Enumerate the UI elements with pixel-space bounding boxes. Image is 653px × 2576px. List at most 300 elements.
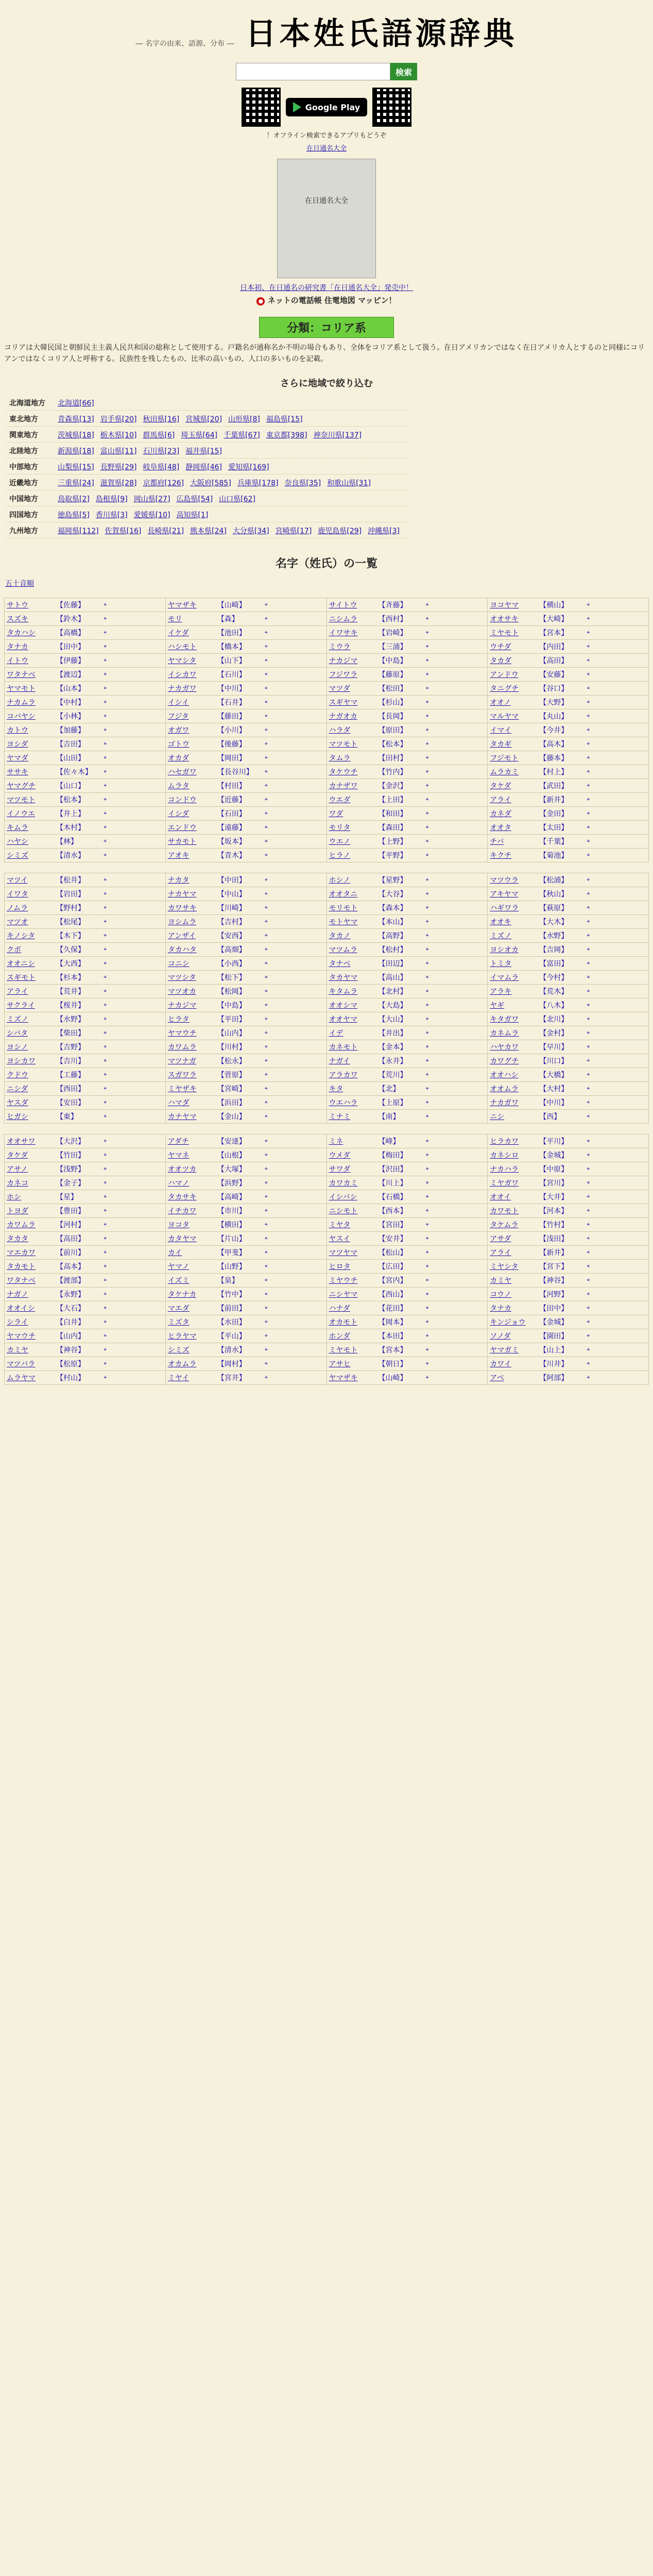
surname-reading-link[interactable]: モリ: [167, 615, 182, 623]
surname-reading-link[interactable]: ヤマザキ: [329, 1374, 358, 1382]
surname-reading-link[interactable]: コニシ: [167, 960, 190, 968]
prefecture-link[interactable]: 鹿児島県[29]: [318, 527, 362, 535]
search-input[interactable]: [236, 63, 390, 80]
prefecture-link[interactable]: 青森県[13]: [58, 415, 94, 423]
surname-reading-link[interactable]: マツウラ: [490, 876, 519, 885]
map-link-icon[interactable]: ⌖: [425, 615, 429, 622]
surname-reading-link[interactable]: オオヤマ: [329, 1015, 358, 1024]
surname-reading-link[interactable]: カミヤ: [490, 1277, 512, 1285]
surname-reading-link[interactable]: スガワラ: [167, 1071, 197, 1079]
surname-reading-link[interactable]: ミズノ: [7, 1015, 28, 1024]
map-link-icon[interactable]: ⌖: [104, 740, 107, 747]
prefecture-link[interactable]: 長野県[29]: [100, 463, 137, 471]
map-link-icon[interactable]: ⌖: [264, 796, 268, 803]
surname-reading-link[interactable]: ニシ: [490, 1113, 505, 1121]
map-link-icon[interactable]: ⌖: [264, 1151, 268, 1158]
map-link-icon[interactable]: ⌖: [587, 685, 590, 691]
surname-reading-link[interactable]: マツナガ: [167, 1057, 197, 1065]
map-link-icon[interactable]: ⌖: [104, 1332, 107, 1339]
surname-reading-link[interactable]: タケウチ: [329, 768, 358, 776]
map-link-icon[interactable]: ⌖: [104, 974, 107, 980]
map-link-icon[interactable]: ⌖: [264, 876, 268, 883]
map-link-icon[interactable]: ⌖: [104, 754, 107, 761]
surname-reading-link[interactable]: オオサワ: [7, 1138, 36, 1146]
surname-reading-link[interactable]: イマイ: [490, 726, 511, 735]
surname-reading-link[interactable]: ノムラ: [7, 904, 28, 912]
surname-reading-link[interactable]: カネダ: [490, 810, 512, 818]
map-link-icon[interactable]: ⌖: [425, 1071, 429, 1078]
prefecture-link[interactable]: 和歌山県[31]: [327, 479, 371, 487]
map-link-icon[interactable]: ⌖: [587, 1193, 590, 1200]
surname-reading-link[interactable]: イチカワ: [167, 1207, 197, 1215]
surname-reading-link[interactable]: オオハシ: [490, 1071, 519, 1079]
surname-reading-link[interactable]: マツダ: [329, 685, 350, 693]
surname-reading-link[interactable]: サカモト: [167, 838, 197, 846]
map-link-icon[interactable]: ⌖: [104, 1113, 107, 1120]
surname-reading-link[interactable]: サクライ: [7, 1002, 36, 1010]
map-link-icon[interactable]: ⌖: [104, 1057, 107, 1064]
map-link-icon[interactable]: ⌖: [425, 932, 429, 939]
map-link-icon[interactable]: ⌖: [425, 1015, 429, 1022]
surname-reading-link[interactable]: カワムラ: [167, 1043, 197, 1052]
map-link-icon[interactable]: ⌖: [104, 699, 107, 705]
surname-reading-link[interactable]: ヨコヤマ: [490, 601, 519, 609]
map-link-icon[interactable]: ⌖: [587, 615, 590, 622]
map-link-icon[interactable]: ⌖: [264, 1304, 268, 1311]
prefecture-link[interactable]: 愛知県[169]: [228, 463, 269, 471]
map-link-icon[interactable]: ⌖: [587, 1138, 590, 1144]
map-link-icon[interactable]: ⌖: [104, 657, 107, 664]
surname-reading-link[interactable]: ヒラノ: [329, 852, 351, 860]
surname-reading-link[interactable]: カナザワ: [329, 782, 358, 790]
map-link-icon[interactable]: ⌖: [264, 1318, 268, 1325]
prefecture-link[interactable]: 大阪府[585]: [190, 479, 231, 487]
map-link-icon[interactable]: ⌖: [264, 685, 268, 691]
map-link-icon[interactable]: ⌖: [425, 1360, 429, 1367]
map-link-icon[interactable]: ⌖: [264, 1360, 268, 1367]
map-link-icon[interactable]: ⌖: [264, 699, 268, 705]
map-link-icon[interactable]: ⌖: [264, 740, 268, 747]
map-link-icon[interactable]: ⌖: [425, 699, 429, 705]
surname-reading-link[interactable]: ナカハラ: [490, 1165, 519, 1174]
map-link-icon[interactable]: ⌖: [425, 974, 429, 980]
surname-reading-link[interactable]: カネコ: [7, 1179, 28, 1188]
surname-reading-link[interactable]: アダチ: [167, 1138, 189, 1146]
surname-reading-link[interactable]: シミズ: [7, 852, 28, 860]
map-link-icon[interactable]: ⌖: [587, 768, 590, 775]
map-link-icon[interactable]: ⌖: [425, 1318, 429, 1325]
surname-reading-link[interactable]: ワダ: [329, 810, 343, 818]
map-link-icon[interactable]: ⌖: [425, 1221, 429, 1228]
surname-reading-link[interactable]: ハギワラ: [490, 904, 519, 912]
surname-reading-link[interactable]: アサヒ: [329, 1360, 351, 1368]
map-link-icon[interactable]: ⌖: [264, 1179, 268, 1186]
surname-reading-link[interactable]: カイ: [167, 1249, 182, 1257]
map-link-icon[interactable]: ⌖: [264, 1277, 268, 1283]
surname-reading-link[interactable]: ミヤモト: [490, 629, 519, 637]
surname-reading-link[interactable]: タカヤマ: [329, 974, 358, 982]
map-link-icon[interactable]: ⌖: [587, 876, 590, 883]
map-link-icon[interactable]: ⌖: [425, 1165, 429, 1172]
map-link-icon[interactable]: ⌖: [264, 1249, 268, 1256]
surname-reading-link[interactable]: ナカジマ: [167, 1002, 197, 1010]
surname-reading-link[interactable]: ニシヤマ: [329, 1291, 358, 1299]
map-link-icon[interactable]: ⌖: [587, 1002, 590, 1008]
map-link-icon[interactable]: ⌖: [104, 1263, 107, 1269]
map-link-icon[interactable]: ⌖: [587, 960, 590, 967]
prefecture-link[interactable]: 栃木県[10]: [100, 431, 137, 439]
surname-reading-link[interactable]: ムラタ: [167, 782, 190, 790]
surname-reading-link[interactable]: スギヤマ: [329, 699, 358, 707]
surname-reading-link[interactable]: ミヤガワ: [490, 1179, 519, 1188]
map-link-icon[interactable]: ⌖: [425, 740, 429, 747]
map-link-icon[interactable]: ⌖: [264, 713, 268, 719]
map-link-icon[interactable]: ⌖: [425, 1304, 429, 1311]
map-link-icon[interactable]: ⌖: [264, 629, 268, 636]
map-link-icon[interactable]: ⌖: [104, 601, 107, 608]
surname-reading-link[interactable]: サイトウ: [329, 601, 357, 609]
surname-reading-link[interactable]: カワサキ: [167, 904, 197, 912]
surname-reading-link[interactable]: アライ: [7, 988, 28, 996]
map-link-icon[interactable]: ⌖: [264, 671, 268, 677]
surname-reading-link[interactable]: ハセガワ: [167, 768, 197, 776]
map-link-icon[interactable]: ⌖: [425, 1029, 429, 1036]
prefecture-link[interactable]: 岐阜県[48]: [143, 463, 180, 471]
map-link-icon[interactable]: ⌖: [587, 946, 590, 953]
map-link-icon[interactable]: ⌖: [104, 1029, 107, 1036]
map-link-icon[interactable]: ⌖: [587, 852, 590, 858]
surname-reading-link[interactable]: イシダ: [167, 810, 190, 818]
map-link-icon[interactable]: ⌖: [425, 1193, 429, 1200]
prefecture-link[interactable]: 静岡県[46]: [185, 463, 222, 471]
surname-reading-link[interactable]: ハヤシ: [7, 838, 28, 846]
map-link-icon[interactable]: ⌖: [587, 740, 590, 747]
map-link-icon[interactable]: ⌖: [587, 754, 590, 761]
surname-reading-link[interactable]: ワタナベ: [7, 1277, 36, 1285]
map-link-icon[interactable]: ⌖: [264, 946, 268, 953]
prefecture-link[interactable]: 山梨県[15]: [58, 463, 94, 471]
surname-reading-link[interactable]: カトウ: [7, 726, 28, 735]
map-link-icon[interactable]: ⌖: [104, 1002, 107, 1008]
surname-reading-link[interactable]: アラキ: [490, 988, 512, 996]
surname-reading-link[interactable]: オオイ: [490, 1193, 511, 1201]
map-link-icon[interactable]: ⌖: [425, 782, 429, 789]
map-link-icon[interactable]: ⌖: [587, 1374, 590, 1381]
surname-reading-link[interactable]: シバタ: [7, 1029, 28, 1038]
map-link-icon[interactable]: ⌖: [587, 1263, 590, 1269]
surname-reading-link[interactable]: ヨコタ: [167, 1221, 190, 1229]
surname-reading-link[interactable]: ウエダ: [329, 796, 351, 804]
surname-reading-link[interactable]: イマムラ: [490, 974, 519, 982]
app-link[interactable]: 在日通名大全: [306, 145, 347, 152]
surname-reading-link[interactable]: オカムラ: [167, 1360, 197, 1368]
surname-reading-link[interactable]: ミズノ: [490, 932, 512, 940]
surname-reading-link[interactable]: ヤギ: [490, 1002, 505, 1010]
map-link-icon[interactable]: ⌖: [264, 1015, 268, 1022]
surname-reading-link[interactable]: ミヤザキ: [167, 1085, 197, 1093]
map-link-icon[interactable]: ⌖: [264, 615, 268, 622]
surname-reading-link[interactable]: ナカタ: [167, 876, 190, 885]
map-link-icon[interactable]: ⌖: [587, 838, 590, 844]
surname-reading-link[interactable]: ヨシカワ: [7, 1057, 36, 1065]
surname-reading-link[interactable]: オオイシ: [7, 1304, 35, 1313]
surname-reading-link[interactable]: イズミ: [167, 1277, 190, 1285]
map-link-icon[interactable]: ⌖: [104, 1071, 107, 1078]
surname-reading-link[interactable]: ヒロタ: [329, 1263, 351, 1271]
map-link-icon[interactable]: ⌖: [587, 1291, 590, 1297]
prefecture-link[interactable]: 神奈川県[137]: [313, 431, 362, 439]
prefecture-link[interactable]: 宮城県[20]: [185, 415, 222, 423]
map-link-icon[interactable]: ⌖: [425, 671, 429, 677]
map-link-icon[interactable]: ⌖: [104, 796, 107, 803]
surname-reading-link[interactable]: オカモト: [329, 1318, 358, 1327]
surname-reading-link[interactable]: ヤスダ: [7, 1099, 28, 1107]
surname-reading-link[interactable]: ヨシムラ: [167, 918, 197, 926]
map-link-icon[interactable]: ⌖: [104, 810, 107, 817]
map-link-icon[interactable]: ⌖: [104, 852, 107, 858]
surname-reading-link[interactable]: トヨダ: [7, 1207, 28, 1215]
surname-reading-link[interactable]: マツシタ: [167, 974, 196, 982]
map-link-icon[interactable]: ⌖: [425, 1099, 429, 1106]
surname-reading-link[interactable]: タカモト: [7, 1263, 36, 1271]
surname-reading-link[interactable]: オオタ: [490, 824, 511, 832]
surname-reading-link[interactable]: ヤマウチ: [7, 1332, 36, 1341]
map-link-icon[interactable]: ⌖: [104, 918, 107, 925]
map-link-icon[interactable]: ⌖: [425, 1263, 429, 1269]
map-link-icon[interactable]: ⌖: [587, 782, 590, 789]
surname-reading-link[interactable]: マツオ: [7, 918, 28, 926]
map-link-icon[interactable]: ⌖: [587, 1071, 590, 1078]
map-link-icon[interactable]: ⌖: [587, 1360, 590, 1367]
book-cover-image[interactable]: [277, 159, 376, 278]
map-link-icon[interactable]: ⌖: [587, 810, 590, 817]
map-link-icon[interactable]: ⌖: [264, 1085, 268, 1092]
prefecture-link[interactable]: 大分県[34]: [232, 527, 269, 535]
surname-reading-link[interactable]: ナカムラ: [7, 699, 36, 707]
surname-reading-link[interactable]: タケダ: [7, 1151, 28, 1160]
map-link-icon[interactable]: ⌖: [425, 876, 429, 883]
map-link-icon[interactable]: ⌖: [264, 657, 268, 664]
surname-reading-link[interactable]: マツモト: [329, 740, 358, 749]
map-link-icon[interactable]: ⌖: [425, 643, 429, 650]
map-link-icon[interactable]: ⌖: [104, 946, 107, 953]
surname-reading-link[interactable]: ナカヤマ: [167, 890, 197, 899]
surname-reading-link[interactable]: ハマノ: [167, 1179, 190, 1188]
map-link-icon[interactable]: ⌖: [104, 782, 107, 789]
surname-reading-link[interactable]: コウノ: [490, 1291, 511, 1299]
map-link-icon[interactable]: ⌖: [104, 890, 107, 897]
surname-reading-link[interactable]: シミズ: [167, 1346, 190, 1354]
map-link-icon[interactable]: ⌖: [264, 1138, 268, 1144]
surname-reading-link[interactable]: コバヤシ: [7, 713, 36, 721]
prefecture-link[interactable]: 千葉県[67]: [224, 431, 260, 439]
map-link-icon[interactable]: ⌖: [264, 838, 268, 844]
surname-reading-link[interactable]: ウエノ: [329, 838, 351, 846]
map-link-icon[interactable]: ⌖: [264, 1002, 268, 1008]
surname-reading-link[interactable]: クボ: [7, 946, 21, 954]
map-link-icon[interactable]: ⌖: [264, 1221, 268, 1228]
map-link-icon[interactable]: ⌖: [104, 1304, 107, 1311]
surname-reading-link[interactable]: ヨシオカ: [490, 946, 519, 954]
surname-reading-link[interactable]: アンドウ: [490, 671, 519, 679]
surname-reading-link[interactable]: ニシムラ: [329, 615, 357, 623]
surname-reading-link[interactable]: フジモト: [490, 754, 519, 762]
map-link-icon[interactable]: ⌖: [587, 629, 590, 636]
prefecture-link[interactable]: 宮崎県[17]: [275, 527, 312, 535]
phonebook-notice[interactable]: [0, 295, 653, 306]
surname-reading-link[interactable]: イワサキ: [329, 629, 358, 637]
surname-reading-link[interactable]: カナヤマ: [167, 1113, 197, 1121]
map-link-icon[interactable]: ⌖: [587, 643, 590, 650]
prefecture-link[interactable]: 沖縄県[3]: [368, 527, 400, 535]
surname-reading-link[interactable]: ナカジマ: [329, 657, 358, 665]
map-link-icon[interactable]: ⌖: [587, 1151, 590, 1158]
surname-reading-link[interactable]: カネムラ: [490, 1029, 519, 1038]
map-link-icon[interactable]: ⌖: [104, 1138, 107, 1144]
prefecture-link[interactable]: 富山県[11]: [100, 447, 137, 455]
map-link-icon[interactable]: ⌖: [587, 713, 590, 719]
surname-reading-link[interactable]: タニグチ: [490, 685, 519, 693]
google-play-button[interactable]: [286, 98, 367, 116]
map-link-icon[interactable]: ⌖: [104, 615, 107, 622]
surname-reading-link[interactable]: オカダ: [167, 754, 190, 762]
surname-reading-link[interactable]: イケダ: [167, 629, 189, 637]
map-link-icon[interactable]: ⌖: [587, 671, 590, 677]
surname-reading-link[interactable]: キンジョウ: [490, 1318, 526, 1327]
map-link-icon[interactable]: ⌖: [425, 838, 429, 844]
surname-reading-link[interactable]: ハナダ: [329, 1304, 350, 1313]
surname-reading-link[interactable]: タカタ: [7, 1235, 28, 1243]
map-link-icon[interactable]: ⌖: [425, 1346, 429, 1353]
map-link-icon[interactable]: ⌖: [587, 890, 590, 897]
prefecture-link[interactable]: 佐賀県[16]: [105, 527, 142, 535]
map-link-icon[interactable]: ⌖: [104, 1235, 107, 1242]
map-link-icon[interactable]: ⌖: [104, 1179, 107, 1186]
map-link-icon[interactable]: ⌖: [104, 1207, 107, 1214]
map-link-icon[interactable]: ⌖: [425, 852, 429, 858]
map-link-icon[interactable]: ⌖: [425, 796, 429, 803]
surname-reading-link[interactable]: アサダ: [490, 1235, 511, 1243]
map-link-icon[interactable]: ⌖: [425, 1374, 429, 1381]
map-link-icon[interactable]: ⌖: [104, 1249, 107, 1256]
surname-reading-link[interactable]: ホシ: [7, 1193, 21, 1201]
surname-reading-link[interactable]: カワグチ: [490, 1057, 519, 1065]
surname-reading-link[interactable]: トミタ: [490, 960, 512, 968]
surname-reading-link[interactable]: ヤマネ: [167, 1151, 190, 1160]
surname-reading-link[interactable]: マエカワ: [7, 1249, 36, 1257]
prefecture-link[interactable]: 埼玉県[64]: [181, 431, 218, 439]
map-link-icon[interactable]: ⌖: [104, 1346, 107, 1353]
surname-reading-link[interactable]: ウチダ: [490, 643, 511, 651]
prefecture-link[interactable]: 東京都[398]: [266, 431, 307, 439]
map-link-icon[interactable]: ⌖: [587, 1235, 590, 1242]
map-link-icon[interactable]: ⌖: [104, 671, 107, 677]
map-link-icon[interactable]: ⌖: [104, 904, 107, 911]
surname-reading-link[interactable]: サワダ: [329, 1165, 351, 1174]
surname-reading-link[interactable]: イシバシ: [329, 1193, 357, 1201]
surname-reading-link[interactable]: アオキ: [167, 852, 190, 860]
map-link-icon[interactable]: ⌖: [264, 754, 268, 761]
surname-reading-link[interactable]: モリモト: [329, 904, 358, 912]
surname-reading-link[interactable]: ミナミ: [329, 1113, 351, 1121]
surname-reading-link[interactable]: スズキ: [7, 615, 28, 623]
prefecture-link[interactable]: 鳥取県[2]: [58, 495, 90, 503]
surname-reading-link[interactable]: オオシマ: [329, 1002, 358, 1010]
prefecture-link[interactable]: 兵庫県[178]: [237, 479, 279, 487]
map-link-icon[interactable]: ⌖: [587, 657, 590, 664]
map-link-icon[interactable]: ⌖: [104, 726, 107, 733]
map-link-icon[interactable]: ⌖: [104, 1291, 107, 1297]
surname-reading-link[interactable]: ウメダ: [329, 1151, 351, 1160]
surname-reading-link[interactable]: ミヤシタ: [490, 1263, 519, 1271]
map-link-icon[interactable]: ⌖: [587, 1249, 590, 1256]
surname-reading-link[interactable]: ヤマウチ: [167, 1029, 197, 1038]
surname-reading-link[interactable]: タカギ: [490, 740, 512, 749]
map-link-icon[interactable]: ⌖: [264, 1193, 268, 1200]
surname-reading-link[interactable]: ハシモト: [167, 643, 197, 651]
surname-reading-link[interactable]: ヤスイ: [329, 1235, 350, 1243]
prefecture-link[interactable]: 広島県[54]: [176, 495, 213, 503]
map-link-icon[interactable]: ⌖: [104, 1099, 107, 1106]
surname-reading-link[interactable]: アライ: [490, 796, 511, 804]
prefecture-link[interactable]: 山形県[8]: [228, 415, 260, 423]
map-link-icon[interactable]: ⌖: [104, 932, 107, 939]
map-link-icon[interactable]: ⌖: [587, 1099, 590, 1106]
surname-reading-link[interactable]: キタ: [329, 1085, 343, 1093]
map-link-icon[interactable]: ⌖: [587, 974, 590, 980]
surname-reading-link[interactable]: タケムラ: [490, 1221, 519, 1229]
map-link-icon[interactable]: ⌖: [264, 852, 268, 858]
map-link-icon[interactable]: ⌖: [587, 601, 590, 608]
map-link-icon[interactable]: ⌖: [104, 1277, 107, 1283]
map-link-icon[interactable]: ⌖: [264, 768, 268, 775]
prefecture-link[interactable]: 徳島県[5]: [58, 511, 90, 519]
map-link-icon[interactable]: ⌖: [425, 1002, 429, 1008]
map-link-icon[interactable]: ⌖: [264, 918, 268, 925]
map-link-icon[interactable]: ⌖: [587, 1221, 590, 1228]
map-link-icon[interactable]: ⌖: [587, 904, 590, 911]
prefecture-link[interactable]: 三重県[24]: [58, 479, 94, 487]
map-link-icon[interactable]: ⌖: [425, 754, 429, 761]
surname-reading-link[interactable]: マツバラ: [7, 1360, 36, 1368]
surname-reading-link[interactable]: ニシモト: [329, 1207, 358, 1215]
surname-reading-link[interactable]: ソノダ: [490, 1332, 511, 1341]
surname-reading-link[interactable]: ナガオカ: [329, 713, 357, 721]
map-link-icon[interactable]: ⌖: [264, 1071, 268, 1078]
map-link-icon[interactable]: ⌖: [587, 824, 590, 831]
surname-reading-link[interactable]: ホシノ: [329, 876, 350, 885]
surname-reading-link[interactable]: オオニシ: [7, 960, 36, 968]
map-link-icon[interactable]: ⌖: [104, 685, 107, 691]
surname-reading-link[interactable]: ホンダ: [329, 1332, 350, 1341]
map-link-icon[interactable]: ⌖: [264, 1207, 268, 1214]
map-link-icon[interactable]: ⌖: [264, 1263, 268, 1269]
map-link-icon[interactable]: ⌖: [587, 1085, 590, 1092]
prefecture-link[interactable]: 長崎県[21]: [147, 527, 184, 535]
map-link-icon[interactable]: ⌖: [587, 1207, 590, 1214]
surname-reading-link[interactable]: ナカガワ: [167, 685, 197, 693]
map-link-icon[interactable]: ⌖: [264, 988, 268, 994]
map-link-icon[interactable]: ⌖: [587, 796, 590, 803]
prefecture-link[interactable]: 福島県[15]: [266, 415, 303, 423]
surname-reading-link[interactable]: ヒガシ: [7, 1113, 28, 1121]
map-link-icon[interactable]: ⌖: [425, 1332, 429, 1339]
map-link-icon[interactable]: ⌖: [425, 1138, 429, 1144]
map-link-icon[interactable]: ⌖: [587, 1179, 590, 1186]
surname-reading-link[interactable]: オガワ: [167, 726, 190, 735]
map-link-icon[interactable]: ⌖: [264, 810, 268, 817]
surname-reading-link[interactable]: タナカ: [490, 1304, 511, 1313]
